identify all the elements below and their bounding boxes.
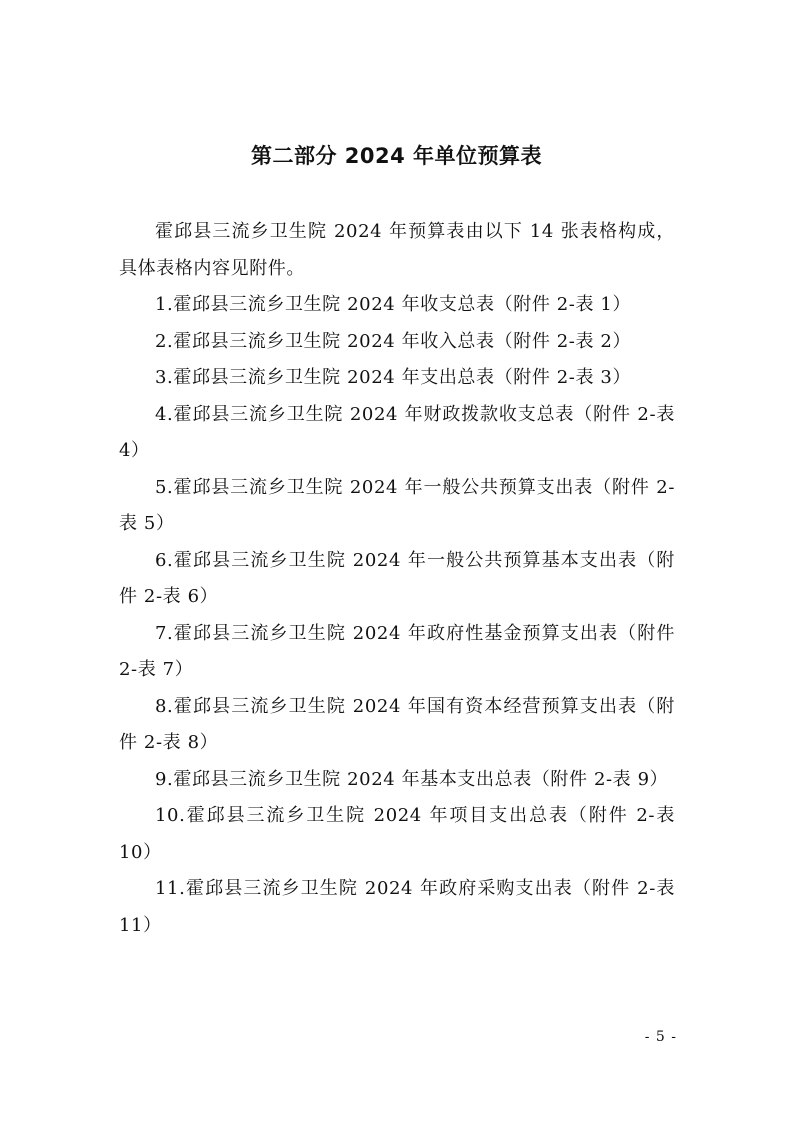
intro-paragraph: 霍邱县三流乡卫生院 2024 年预算表由以下 14 张表格构成，具体表格内容见附件。 (119, 221, 675, 279)
list-item: 9.霍邱县三流乡卫生院 2024 年基本支出总表（附件 2-表 9） (155, 768, 669, 790)
list-item: 2.霍邱县三流乡卫生院 2024 年收入总表（附件 2-表 2） (155, 330, 632, 352)
list-item: 3.霍邱县三流乡卫生院 2024 年支出总表（附件 2-表 3） (155, 367, 632, 388)
page-title: 第二部分 2024 年单位预算表 (250, 144, 543, 168)
list-item: 11.霍邱县三流乡卫生院 2024 年政府采购支出表（附件 2-表 11） (119, 878, 675, 936)
list-item: 6.霍邱县三流乡卫生院 2024 年一般公共预算基本支出表（附件 2-表 6） (119, 549, 675, 607)
list-item: 1.霍邱县三流乡卫生院 2024 年收支总表（附件 2-表 1） (155, 294, 632, 315)
list-item: 7.霍邱县三流乡卫生院 2024 年政府性基金预算支出表（附件 2-表 7） (119, 622, 675, 680)
document-body (119, 214, 675, 944)
list-item: 4.霍邱县三流乡卫生院 2024 年财政拨款收支总表（附件 2-表 4） (119, 403, 675, 461)
list-item: 5.霍邱县三流乡卫生院 2024 年一般公共预算支出表（附件 2-表 5） (119, 476, 675, 534)
list-item: 8.霍邱县三流乡卫生院 2024 年国有资本经营预算支出表（附件 2-表 8） (119, 695, 675, 753)
page-number: - 5 - (644, 1029, 677, 1045)
list-item: 10.霍邱县三流乡卫生院 2024 年项目支出总表（附件 2-表 10） (119, 805, 675, 863)
